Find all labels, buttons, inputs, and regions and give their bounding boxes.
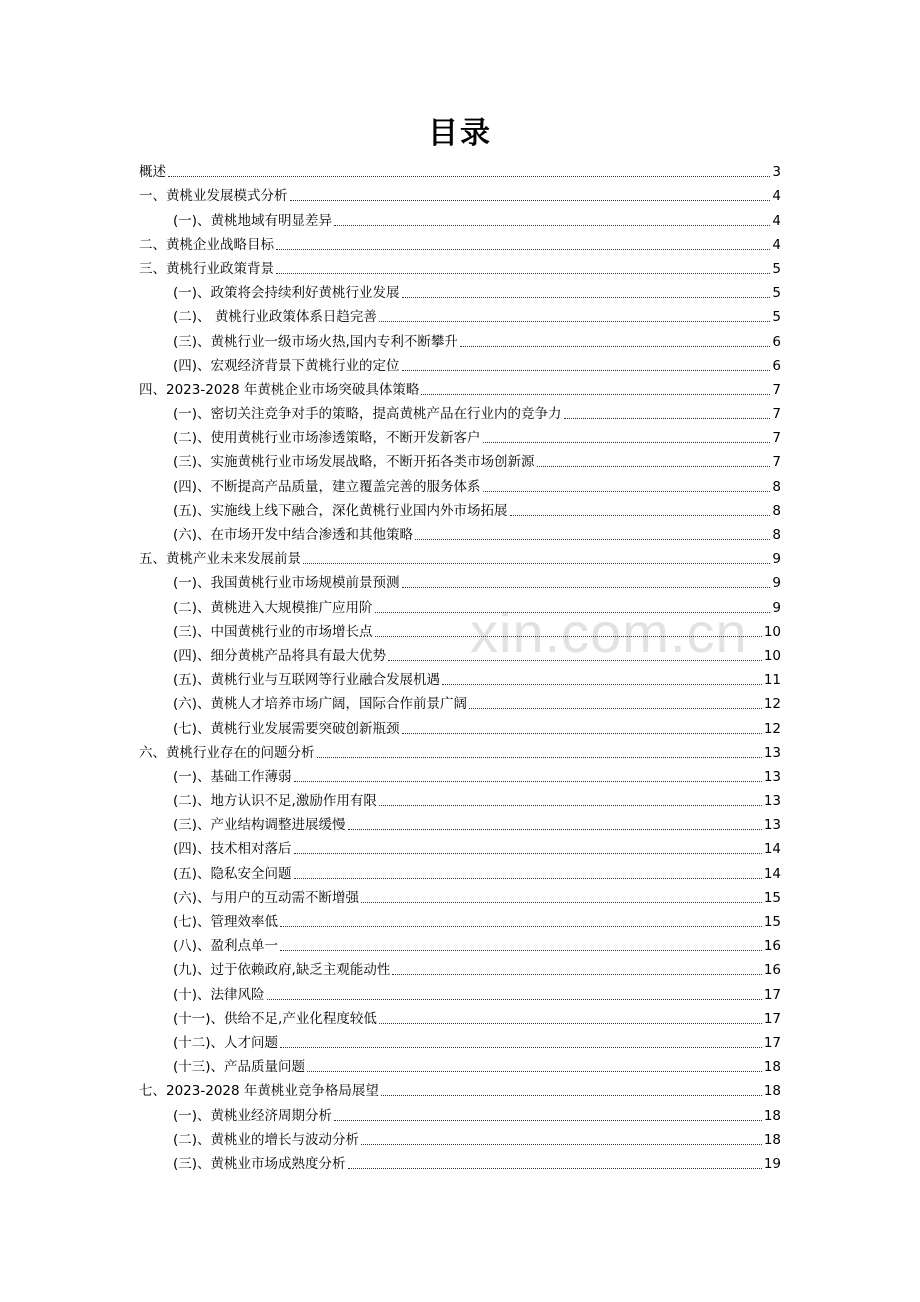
toc-entry-section[interactable] [139,278,781,302]
toc-dot-leader [280,926,762,927]
toc-dot-leader [375,612,771,613]
toc-dot-leader [402,587,771,588]
toc-entry-section[interactable] [139,689,781,713]
toc-dot-leader [361,1144,762,1145]
toc-dot-leader [379,321,771,322]
toc-dot-leader [303,563,770,564]
toc-entry-title: (一)、基础工作薄弱 [173,768,292,785]
toc-entry-section[interactable] [139,1100,781,1124]
toc-page-number: 8 [772,502,781,519]
toc-entry-title: 五、黄桃产业未来发展前景 [139,551,301,568]
toc-dot-leader [469,708,762,709]
toc-dot-leader [460,346,771,347]
toc-dot-leader [294,781,762,782]
toc-page-number: 7 [772,454,781,471]
toc-page-number: 18 [763,1059,781,1076]
toc-entry-section[interactable] [139,520,781,544]
toc-page-number: 4 [772,212,781,229]
toc-entry-section[interactable] [139,762,781,786]
toc-dot-leader [564,418,771,419]
toc-dot-leader [375,636,762,637]
toc-page-number: 4 [772,188,781,205]
toc-page-number: 9 [772,575,781,592]
toc-page-number: 13 [763,817,781,834]
watermark: xin.com.cn [470,601,748,664]
toc-entry-title: (十三)、产品质量问题 [173,1059,306,1076]
toc-entry-title: (三)、黄桃行业一级市场火热,国内专利不断攀升 [173,333,458,350]
toc-entry-section[interactable] [139,931,781,955]
toc-entry-title: (六)、与用户的互动需不断增强 [173,889,360,906]
toc-entry-section[interactable] [139,447,781,471]
toc-page-number: 6 [772,357,781,374]
toc-page-number: 15 [763,914,781,930]
toc-entry-section[interactable] [139,1028,781,1052]
toc-page-number: 5 [772,285,781,302]
toc-dot-leader [280,1047,762,1048]
toc-page-number: 7 [772,430,781,447]
page-title: 目录 [428,116,492,151]
toc-dot-leader [381,1095,762,1096]
toc-entry-title: (十二)、人才问题 [173,1034,279,1051]
toc-page-number: 17 [763,986,781,1003]
toc-entry-section[interactable] [139,907,781,931]
toc-entry-section[interactable] [139,858,781,882]
toc-entry-title: 六、黄桃行业存在的问题分析 [139,744,315,761]
toc-page-number: 8 [772,478,781,495]
toc-entry-section[interactable] [139,1125,781,1149]
toc-page-number: 19 [763,1155,781,1172]
toc-entry-chapter[interactable] [139,157,781,181]
toc-entry-title: 四、2023-2028 年黄桃企业市场突破具体策略 [139,381,420,398]
toc-dot-leader [267,999,762,1000]
toc-page-number: 6 [772,333,781,350]
toc-entry-title: (一)、黄桃业经济周期分析 [173,1107,333,1124]
toc-page-number: 13 [763,768,781,785]
toc-entry-title: (二)、地方认识不足,激励作用有限 [173,793,377,810]
toc-dot-leader [348,1168,762,1169]
toc-page-number: 14 [763,841,781,858]
toc-dot-leader [280,950,762,951]
toc-dot-leader [379,1023,762,1024]
toc-entry-title: 二、黄桃企业战略目标 [139,236,274,253]
toc-page-number: 15 [763,889,781,906]
toc-entry-title: (三)、实施黄桃行业市场发展战略，不断开拓各类市场创新源 [173,454,535,471]
toc-entry-section[interactable] [139,665,781,689]
toc-page-number: 5 [772,260,781,277]
toc-dot-leader [317,757,762,758]
toc-entry-section[interactable] [139,641,781,665]
toc-entry-section[interactable] [139,1149,781,1173]
toc-page-number: 17 [763,1034,781,1051]
toc-entry-section[interactable] [139,1004,781,1028]
toc-dot-leader [334,225,770,226]
toc-entry-title: (一)、黄桃地域有明显差异 [173,212,333,229]
toc-dot-leader [168,176,770,177]
toc-page-number: 7 [772,406,781,423]
toc-entry-section[interactable] [139,423,781,447]
toc-entry-chapter[interactable] [139,1076,781,1100]
toc-entry-title: (七)、管理效率低 [173,914,279,930]
toc-entry-chapter[interactable] [139,544,781,568]
toc-entry-title: 三、黄桃行业政策背景 [139,260,274,277]
toc-entry-section[interactable] [139,471,781,495]
toc-entry-section[interactable] [139,1052,781,1076]
toc-entry-section[interactable] [139,810,781,834]
toc-entry-section[interactable] [139,834,781,858]
toc-page-number: 18 [763,1107,781,1124]
toc-entry-title: (二)、黄桃业的增长与波动分析 [173,1131,360,1148]
toc-entry-title: (四)、细分黄桃产品将具有最大优势 [173,647,387,664]
toc-entry-title: (一)、密切关注竞争对手的策略，提高黄桃产品在行业内的竞争力 [173,406,562,423]
toc-entry-title: (八)、盈利点单一 [173,938,279,955]
toc-dot-leader [290,200,771,201]
toc-page-number: 16 [763,938,781,955]
toc-entry-title: (四)、宏观经济背景下黄桃行业的定位 [173,357,400,374]
toc-entry-title: (二)、使用黄桃行业市场渗透策略，不断开发新客户 [173,430,481,447]
toc-dot-leader [348,829,762,830]
toc-entry-chapter[interactable] [139,254,781,278]
toc-page-number: 8 [772,527,781,543]
toc-entry-title: (三)、黄桃业市场成熟度分析 [173,1155,346,1172]
toc-entry-title: (四)、不断提高产品质量，建立覆盖完善的服务体系 [173,478,481,495]
toc-page-number: 18 [763,1131,781,1148]
toc-dot-leader [442,684,762,685]
toc-dot-leader [402,370,771,371]
toc-entry-section[interactable] [139,399,781,423]
toc-entry-title: (四)、技术相对落后 [173,841,292,858]
toc-page-number: 10 [763,623,781,640]
toc-entry-title: (五)、隐私安全问题 [173,865,292,882]
toc-page-number: 11 [763,672,781,689]
toc-entry-section[interactable] [139,617,781,641]
toc-page-number: 12 [763,696,781,713]
toc-entry-section[interactable] [139,979,781,1003]
toc-entry-chapter[interactable] [139,230,781,254]
toc-entry-title: (五)、实施线上线下融合，深化黄桃行业国内外市场拓展 [173,502,508,519]
toc-page-number: 5 [772,309,781,326]
toc-dot-leader [388,660,762,661]
toc-dot-leader [537,466,771,467]
toc-dot-leader [276,273,770,274]
toc-page-number: 18 [763,1083,781,1100]
toc-entry-section[interactable] [139,496,781,520]
toc-page-number: 16 [763,962,781,979]
toc-entry-title: (二)、黄桃进入大规模推广应用阶 [173,599,373,616]
toc-dot-leader [402,297,771,298]
toc-dot-leader [483,442,771,443]
toc-entry-section[interactable] [139,883,781,907]
toc-entry-title: (一)、政策将会持续利好黄桃行业发展 [173,285,400,302]
toc-page-number: 4 [772,236,781,253]
toc-entry-title: 概述 [139,164,166,181]
toc-entry-section[interactable] [139,568,781,592]
table-of-contents [139,157,781,1173]
toc-page-number: 13 [763,793,781,810]
toc-entry-title: (三)、产业结构调整进展缓慢 [173,817,346,834]
toc-entry-section[interactable] [139,326,781,350]
toc-entry-title: (二)、 黄桃行业政策体系日趋完善 [173,309,377,326]
toc-entry-title: (一)、我国黄桃行业市场规模前景预测 [173,575,400,592]
toc-dot-leader [402,733,762,734]
toc-page-number: 3 [772,164,781,181]
toc-dot-leader [415,539,770,540]
toc-page-number: 14 [763,865,781,882]
toc-entry-chapter[interactable] [139,375,781,399]
toc-entry-title: (十一)、供给不足,产业化程度较低 [173,1010,377,1027]
toc-dot-leader [379,805,762,806]
toc-dot-leader [294,878,762,879]
toc-entry-section[interactable] [139,302,781,326]
toc-dot-leader [294,853,762,854]
toc-dot-leader [307,1071,762,1072]
toc-page-number: 10 [763,647,781,664]
toc-page-number: 12 [763,720,781,737]
toc-page-number: 9 [772,551,781,568]
toc-entry-chapter[interactable] [139,181,781,205]
toc-entry-section[interactable] [139,351,781,375]
toc-entry-section[interactable] [139,786,781,810]
toc-page-number: 9 [772,599,781,616]
toc-dot-leader [276,249,770,250]
toc-page-number: 13 [763,744,781,761]
toc-entry-title: (十)、法律风险 [173,986,265,1003]
toc-entry-section[interactable] [139,592,781,616]
toc-entry-title: (六)、在市场开发中结合渗透和其他策略 [173,527,414,543]
toc-entry-title: (九)、过于依赖政府,缺乏主观能动性 [173,962,391,979]
toc-entry-title: 一、黄桃业发展模式分析 [139,188,288,205]
toc-entry-section[interactable] [139,713,781,737]
toc-entry-section[interactable] [139,205,781,229]
toc-dot-leader [334,1120,762,1121]
toc-dot-leader [421,394,770,395]
toc-entry-section[interactable] [139,955,781,979]
toc-entry-chapter[interactable] [139,738,781,762]
toc-dot-leader [392,974,761,975]
toc-dot-leader [510,515,771,516]
toc-entry-title: 七、2023-2028 年黄桃业竞争格局展望 [139,1083,379,1100]
toc-entry-title: (七)、黄桃行业发展需要突破创新瓶颈 [173,720,400,737]
toc-page-number: 17 [763,1010,781,1027]
toc-entry-title: (六)、黄桃人才培养市场广阔，国际合作前景广阔 [173,696,468,713]
toc-entry-title: (五)、黄桃行业与互联网等行业融合发展机遇 [173,672,441,689]
toc-dot-leader [483,491,771,492]
toc-page-number: 7 [772,381,781,398]
toc-dot-leader [361,902,762,903]
toc-entry-title: (三)、中国黄桃行业的市场增长点 [173,623,373,640]
